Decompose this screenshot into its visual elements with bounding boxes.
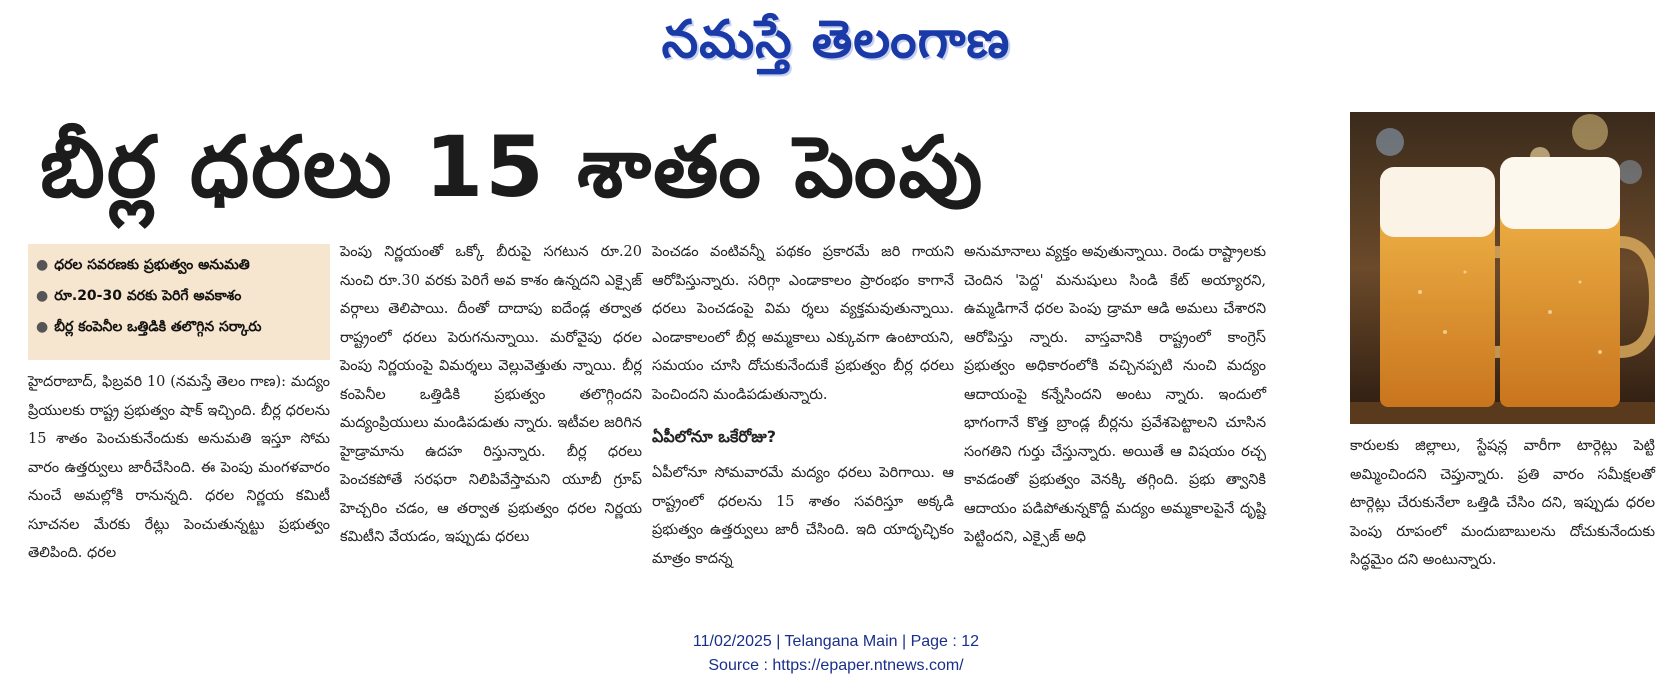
footer-date-line: 11/02/2025 | Telangana Main | Page : 12 xyxy=(692,633,980,650)
bullet-icon: ● xyxy=(36,319,49,335)
column-text: ఏపీలోనూ సోమవారమే మద్యం ధరలు పెరిగాయి. ఆ రాష్ట్రంలో ధరలను 15 శాతం సవరిస్తూ అక్కడి ప్రభుత్వం ఉత్తర్వులు జారీ చేసింది. ఇది యాదృచ్ఛికం మాత్రం కాదన్న xyxy=(652,465,954,567)
highlight-item xyxy=(28,250,330,281)
article-column-3 xyxy=(652,238,954,573)
column-text: పెంచడం వంటివన్నీ పథకం ప్రకారమే జరి గాయని ఆరోపిస్తున్నారు. సరిగ్గా ఎండాకాలం ప్రారంభం కాగానే ధరలు పెంచడంపై విమ ర్శలు వ్యక్తమవుతున్నాయి. ఎండాకాలంలో బీర్ల అమ్మకాలు ఎక్కువగా ఉంటాయని, సమయం చూసి దోచుకునేందుకే ప్రభుత్వం బీర్ల ధరలు పెంచిందని మండిపడుతున్నారు. xyxy=(652,244,954,403)
bullet-icon: ● xyxy=(36,257,49,273)
column-text: కారులకు జిల్లాలు, స్టేషన్ల వారీగా టార్గెట్లు పెట్టి అమ్మించిందని చెప్తున్నారు. ప్రతి వారం సమీక్షలతో టార్గెట్లు చేరుకునేలా ఒత్తిడి చేసిం దని, ఇప్పుడు ధరల పెంపు రూపంలో మందుబాబులను దోచుకునేందుకు సిద్ధమైం దని అంటున్నారు. xyxy=(1350,438,1655,568)
column-text: పెంపు నిర్ణయంతో ఒక్కో బీరుపై సగటున రూ.20 నుంచి రూ.30 వరకు పెరిగే అవ కాశం ఉన్నదని ఎక్సైజ్ వర్గాలు తెలిపాయి. దీంతో దాదాపు ఐదేండ్ల తర్వాత రాష్ట్రంలో ధరలు పెరుగనున్నాయి. మరోవైపు ధరల పెంపు నిర్ణయంపై విమర్శలు వెల్లువెత్తుతు న్నాయి. బీర్ల కంపెనీల ఒత్తిడికి ప్రభుత్వం తలొగ్గిందని మద్యంప్రియులు మండిపడుతు న్నారు. ఇటీవల జరిగిన హైడ్రామాను ఉదహ రిస్తున్నారు. బీర్ల ధరలు పెంచకపోతే సరఫరా నిలిపివేస్తామని యూబీ గ్రూప్ హెచ్చరిం చడం, ఆ తర్వాత ప్రభుత్వం ధరల నిర్ణయ కమిటీని వేయడం, ఇప్పుడు ధరలు xyxy=(340,244,642,545)
bullet-icon: ● xyxy=(36,288,49,304)
column-text: హైదరాబాద్, ఫిబ్రవరి 10 (నమస్తే తెలం గాణ): మద్యం ప్రియులకు రాష్ట్ర ప్రభుత్వం షాక్ ఇచ్చింది. బీర్ల ధరలను 15 శాతం పెంచుకునేందుకు అనుమతి ఇస్తూ సోమ వారం ఉత్తర్వులు జారీచేసింది. ఈ పెంపు మంగళవారం నుంచే అమల్లోకి రానున్నది. ధరల నిర్ణయ కమిటీ సూచనల మేరకు రేట్లు పెంచుతున్నట్టు ప్రభుత్వం తెలిపింది. ధరల xyxy=(28,374,330,561)
column-text: అనుమానాలు వ్యక్తం అవుతున్నాయి. రెండు రాష్ట్రాలకు చెందిన 'పెద్ద' మనుషులు సిండి కేట్ అయ్యారని, ఉమ్మడిగానే ధరల పెంపు డ్రామా ఆడి అమలు చేశారని ఆరోపిస్తు న్నారు. వాస్తవానికి రాష్ట్రంలో కాంగ్రెస్ ప్రభుత్వం అధికారంలోకి వచ్చినప్పటి నుంచి మద్యం ఆదాయంపై కన్నేసిందని అంటు న్నారు. ఇందులో భాగంగానే కొత్త బ్రాండ్ల బీర్లను ప్రవేశపెట్టాలని చూసిన సంగతిని గుర్తు చేస్తున్నారు. అయితే ఆ విషయం రచ్చ కావడంతో ప్రభుత్వం వెనక్కి తగ్గింది. ప్రభు త్వానికి ఆదాయం పడిపోతున్నకొద్దీ మద్యం అమ్మకాలపైనే దృష్టి పెట్టిందని, ఎక్సైజ్ అధి xyxy=(964,244,1266,545)
article-column-4 xyxy=(964,238,1266,552)
footer-source-link[interactable]: Source : https://epaper.ntnews.com/ xyxy=(708,657,964,674)
newspaper-masthead: నమస్తే తెలంగాణ xyxy=(661,10,1011,70)
highlight-text: రూ.20-30 వరకు పెరిగే అవకాశం xyxy=(54,288,242,304)
highlights-box xyxy=(28,244,330,360)
highlight-text: బీర్ల కంపెనీల ఒత్తిడికి తలొగ్గిన సర్కారు xyxy=(54,319,262,335)
column-subheading: ఏపీలోనూ ఒకేరోజు? xyxy=(652,427,776,446)
highlight-item xyxy=(28,312,330,343)
beer-mugs-photo xyxy=(1350,112,1655,424)
article-headline: బీర్ల ధరలు 15 శాతం పెంపు xyxy=(40,118,985,216)
article-column-1 xyxy=(28,368,330,568)
article-column-5 xyxy=(1350,432,1655,575)
highlight-item xyxy=(28,281,330,312)
highlight-text: ధరల సవరణకు ప్రభుత్వం అనుమతి xyxy=(54,257,250,273)
article-column-2 xyxy=(340,238,642,552)
page-footer xyxy=(0,630,1672,678)
